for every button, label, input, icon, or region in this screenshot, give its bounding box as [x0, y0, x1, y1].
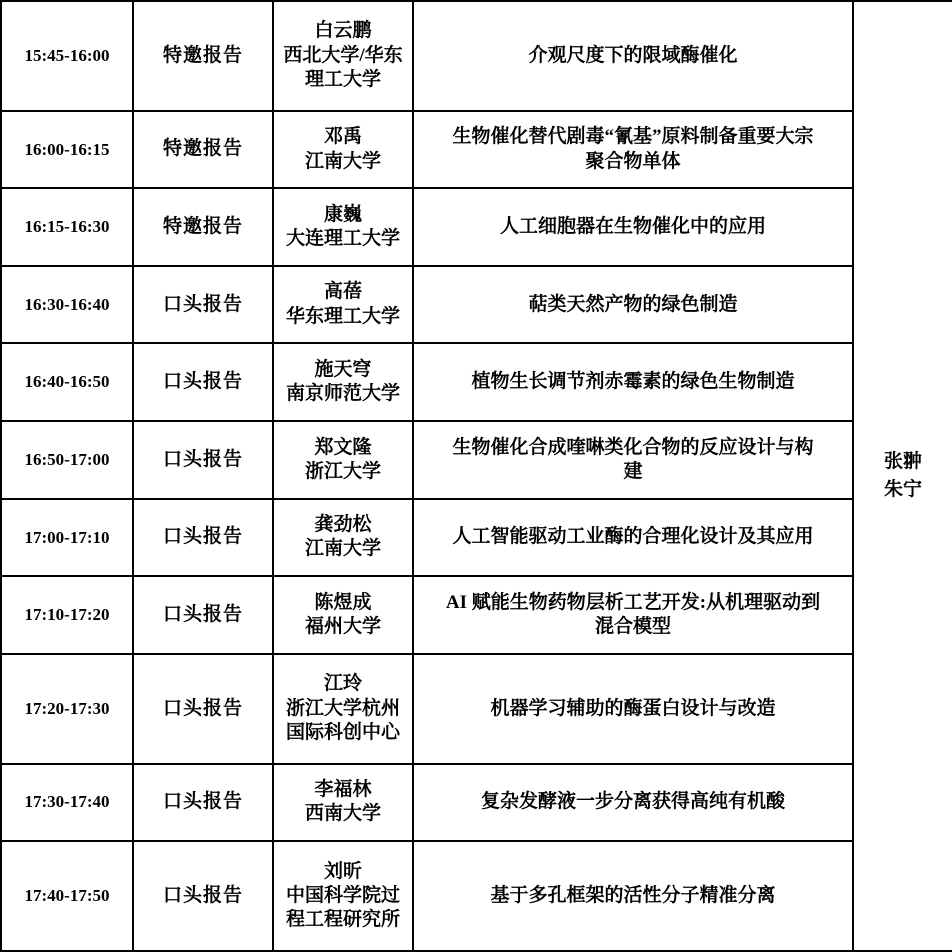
table-row: [1, 111, 952, 189]
speaker-affiliation-line: 中国科学院过: [285, 884, 400, 906]
speaker-affiliation-line: 江南大学: [304, 538, 381, 560]
cell-speaker: [273, 499, 413, 577]
table-row: [1, 343, 952, 421]
title-line: 混合模型: [594, 616, 671, 637]
cell-talk-title: [413, 188, 853, 266]
speaker-line: 李福林: [314, 779, 372, 801]
cell-talk-title: [413, 266, 853, 344]
title-line: 机器学习辅助的酶蛋白设计与改造: [490, 697, 776, 719]
cell-time: 17:20-17:30: [1, 654, 133, 764]
table-row: [1, 421, 952, 499]
cell-talk-title: [413, 654, 853, 764]
title-line: 萜类天然产物的绿色制造: [528, 293, 738, 315]
cell-session-type: 口头报告: [133, 266, 273, 344]
title-line: 基于多孔框架的活性分子精准分离: [490, 884, 776, 906]
cell-time: 16:40-16:50: [1, 343, 133, 421]
speaker-line: 高蓓: [323, 281, 362, 303]
title-line: 介观尺度下的限域酶催化: [528, 44, 738, 66]
table-row: [1, 188, 952, 266]
speaker-affiliation-line: 大连理工大学: [285, 228, 400, 250]
speaker-affiliation-line: 华东理工大学: [285, 305, 400, 327]
speaker-line: 白云鹏: [314, 20, 372, 42]
cell-chair: [853, 1, 952, 951]
title-line: 生物催化合成喹啉类化合物的反应设计与构: [452, 436, 814, 458]
cell-speaker: [273, 421, 413, 499]
speaker-line: 刘昕: [323, 860, 362, 882]
cell-session-type: 口头报告: [133, 576, 273, 654]
cell-session-type: 特邀报告: [133, 111, 273, 189]
table-row: [1, 654, 952, 764]
title-line: 植物生长调节剂赤霉素的绿色生物制造: [471, 371, 795, 393]
cell-time: 16:30-16:40: [1, 266, 133, 344]
title-line: 建: [623, 460, 643, 482]
speaker-line: 龚劲松: [314, 514, 372, 536]
cell-speaker: [273, 654, 413, 764]
speaker-affiliation-line: 福州大学: [304, 616, 381, 637]
cell-time: 17:30-17:40: [1, 764, 133, 842]
chair-name: 张翀: [883, 450, 922, 472]
speaker-line: 施天穹: [314, 358, 372, 380]
cell-speaker: [273, 764, 413, 842]
table-row: [1, 841, 952, 951]
cell-talk-title: [413, 576, 853, 654]
speaker-affiliation-line: 南京师范大学: [285, 383, 400, 405]
cell-speaker: [273, 343, 413, 421]
title-line: 生物催化替代剧毒“氰基”原料制备重要大宗: [452, 126, 814, 148]
speaker-line: 江玲: [323, 673, 362, 695]
speaker-affiliation-line: 理工大学: [304, 69, 381, 91]
cell-talk-title: [413, 1, 853, 111]
speaker-line: 郑文隆: [314, 436, 372, 458]
cell-speaker: [273, 1, 413, 111]
cell-time: 16:15-16:30: [1, 188, 133, 266]
cell-time: 17:10-17:20: [1, 576, 133, 654]
speaker-affiliation-line: 程工程研究所: [285, 909, 400, 931]
speaker-affiliation-line: 西南大学: [304, 803, 381, 825]
speaker-affiliation-line: 浙江大学杭州: [285, 697, 400, 719]
title-line: 人工智能驱动工业酶的合理化设计及其应用: [452, 526, 814, 548]
cell-talk-title: [413, 841, 853, 951]
table-row: [1, 764, 952, 842]
title-line: AI 赋能生物药物层析工艺开发:从机理驱动到: [445, 591, 821, 613]
schedule-table-body: [1, 1, 952, 951]
cell-session-type: 口头报告: [133, 343, 273, 421]
cell-talk-title: [413, 764, 853, 842]
cell-talk-title: [413, 499, 853, 577]
cell-session-type: 特邀报告: [133, 188, 273, 266]
cell-session-type: 口头报告: [133, 499, 273, 577]
cell-session-type: 口头报告: [133, 654, 273, 764]
table-row: [1, 576, 952, 654]
cell-talk-title: [413, 111, 853, 189]
cell-time: 15:45-16:00: [1, 1, 133, 111]
table-row: [1, 499, 952, 577]
speaker-affiliation-line: 江南大学: [304, 150, 381, 172]
table-row: [1, 266, 952, 344]
chair-name: 朱宁: [883, 479, 922, 500]
speaker-affiliation-line: 浙江大学: [304, 460, 381, 482]
cell-speaker: [273, 111, 413, 189]
cell-time: 16:00-16:15: [1, 111, 133, 189]
speaker-line: 康巍: [323, 203, 362, 225]
cell-time: 16:50-17:00: [1, 421, 133, 499]
cell-session-type: 特邀报告: [133, 1, 273, 111]
cell-session-type: 口头报告: [133, 841, 273, 951]
cell-speaker: [273, 841, 413, 951]
title-line: 人工细胞器在生物催化中的应用: [499, 215, 766, 237]
cell-speaker: [273, 188, 413, 266]
speaker-line: 陈煜成: [314, 591, 372, 613]
cell-time: 17:40-17:50: [1, 841, 133, 951]
cell-session-type: 口头报告: [133, 764, 273, 842]
table-row: [1, 1, 952, 111]
cell-time: 17:00-17:10: [1, 499, 133, 577]
cell-speaker: [273, 576, 413, 654]
speaker-affiliation-line: 国际科创中心: [285, 721, 400, 743]
speaker-line: 邓禹: [323, 126, 362, 148]
cell-speaker: [273, 266, 413, 344]
cell-talk-title: [413, 343, 853, 421]
cell-talk-title: [413, 421, 853, 499]
title-line: 聚合物单体: [585, 150, 681, 172]
title-line: 复杂发酵液一步分离获得高纯有机酸: [480, 791, 785, 813]
speaker-affiliation-line: 西北大学/华东: [283, 44, 403, 66]
cell-session-type: 口头报告: [133, 421, 273, 499]
